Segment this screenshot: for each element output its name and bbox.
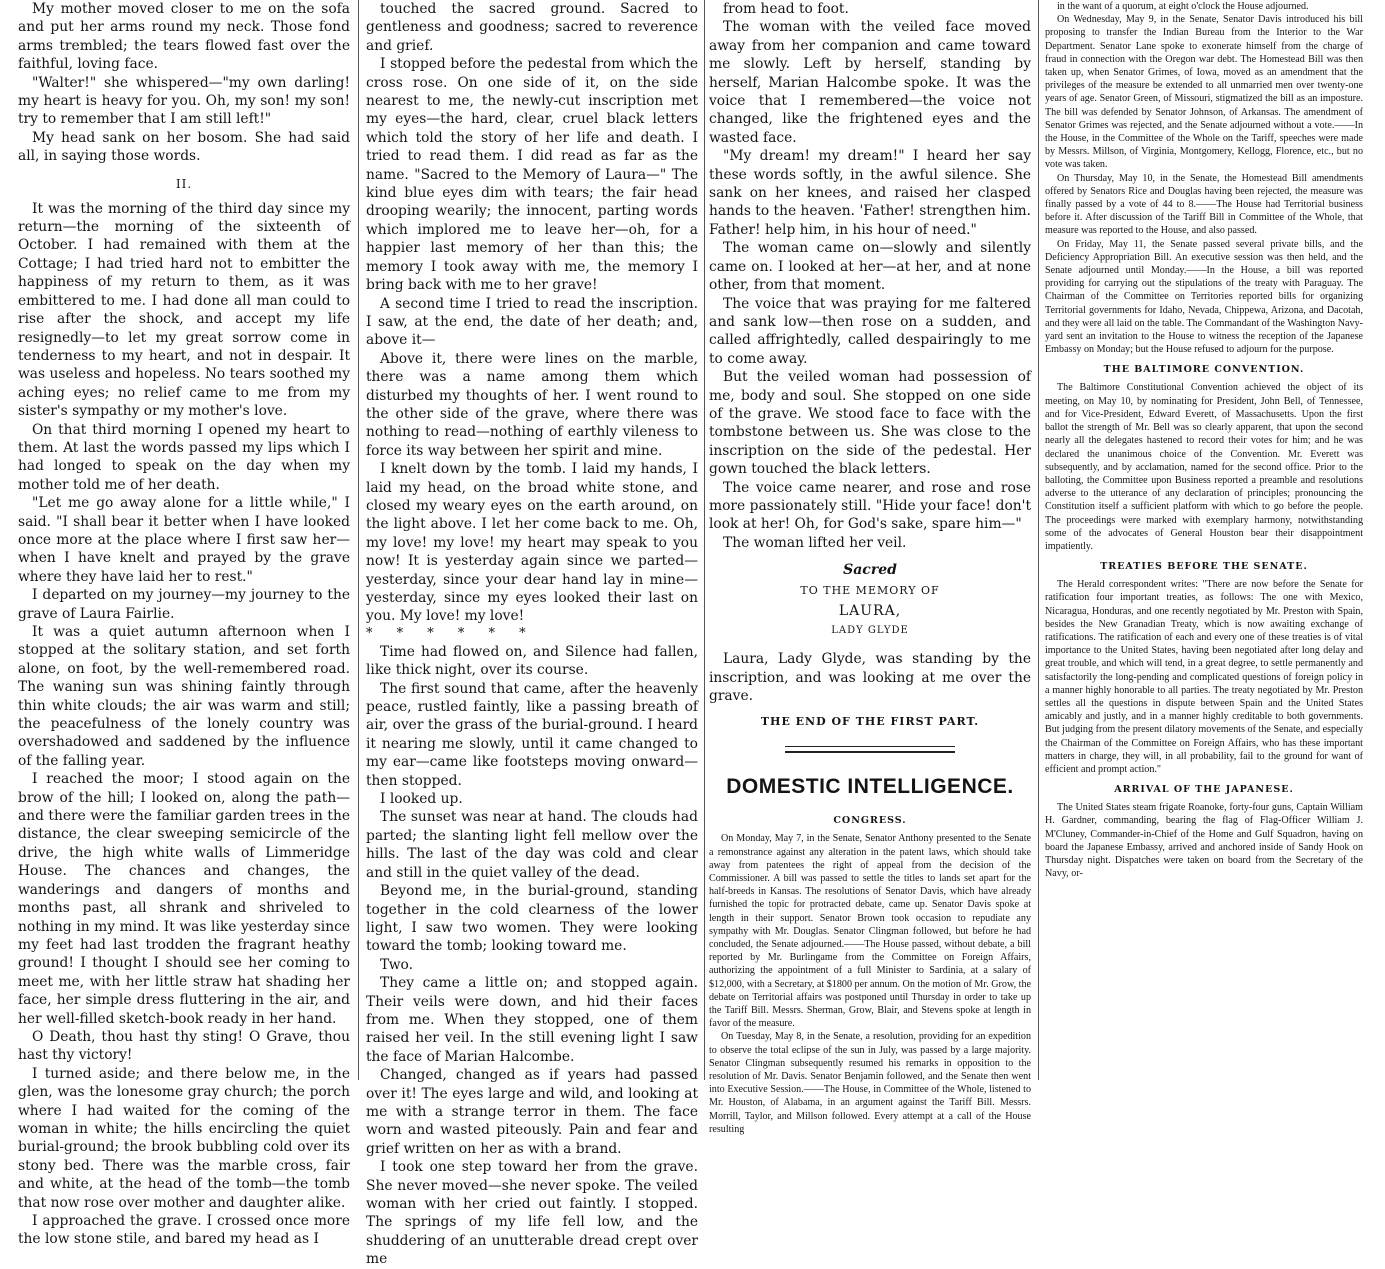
column-rule bbox=[358, 0, 359, 1080]
story-paragraph: Laura, Lady Glyde, was standing by the inscription, and was looking at me over the grave. bbox=[709, 651, 1031, 704]
story-paragraph: It was a quiet autumn afternoon when I stopped at the solitary station, and set forth alone, on foot, by the well-remembered road. The waning sun was shining faintly through thin white clouds; the air was warm and still; the peacefulness of the lonely country was overshadowed and saddened by the influence of the falling year. bbox=[18, 624, 350, 769]
section-break-stars: * * * * * * bbox=[366, 625, 536, 641]
story-paragraph: I looked up. bbox=[380, 791, 463, 808]
column-4 bbox=[1045, 0, 1363, 1080]
story-paragraph: A second time I tried to read the inscription. I saw, at the end, the date of her death; and, above it— bbox=[366, 295, 698, 349]
story-paragraph: Two. bbox=[380, 956, 413, 973]
story-paragraph: Changed, changed as if years had passed over it! The eyes large and wild, and looking at me with a strange terror in them. The face worn and wasted piteously. Pain and fear and grief written on her as with a brand. bbox=[366, 1067, 698, 1157]
story-continuation bbox=[709, 0, 1031, 728]
news-paragraph: The Herald correspondent writes: "There are now before the Senate for ratification four important treaties, as follows: The one with Mexico, Nicaragua, Honduras, and one recently negotiated by Mr. Preston with Spain, besides the New Granadian Treaty, which is now awaiting exchange of ratifications. The ratification of each and every one of these treaties is of vital importance to the United States, having been negotiated after long delay and great trouble, and which will tend, in a great degree, to settle permanently and satisfactorily the long-pending and complicated questions of foreign policy in a manner highly honorable to all parties. The treaty negotiated by Mr. Preston settles all the questions in dispute between Spain and the United States amicably and justly, and in a manner highly creditable to both governments. But judging from the present dilatory movements of the Senate, and especially the Chairman of the Committee on Foreign Affairs, who has these important matters in charge, they will, in all probability, fail to the ground for want of efficient and prompt action." bbox=[1045, 579, 1363, 775]
story-paragraph: Time had flowed on, and Silence had fallen, like thick night, over its course. bbox=[366, 643, 698, 679]
story-paragraph: I reached the moor; I stood again on the brow of the hill; I looked on, along the path—and there were the familiar garden trees in the distance, the clear sweeping semicircle of the drive, the high white walls of Limmeridge House. The chances and changes, the wanderings and dangers of months and months past, all shrank and shriveled to nothing in my mind. It was like yesterday since my feet had last trodden the fragrant heathy ground! I thought I should see her coming to meet me, with her little straw hat shading her face, her simple dress fluttering in the air, and her well-filled sketch-book ready in her hand. bbox=[18, 771, 350, 1027]
story-paragraph: touched the sacred ground. Sacred to gentleness and goodness; sacred to reverence and grief. bbox=[366, 1, 698, 54]
story-paragraph: The woman lifted her veil. bbox=[723, 534, 907, 551]
column-2 bbox=[366, 0, 698, 1268]
news-paragraph: in the want of a quorum, at eight o'clock the House adjourned. bbox=[1057, 1, 1309, 12]
section-marker: II. bbox=[175, 176, 193, 191]
story-paragraph: The sunset was near at hand. The clouds had parted; the slanting light fell mellow over the hills. The last of the day was cold and clear and still in the quiet valley of the dead. bbox=[366, 809, 698, 881]
inscription-memory-line: TO THE MEMORY OF bbox=[800, 584, 940, 598]
story-paragraph: I took one step toward her from the grave. She never moved—she never spoke. The veiled woman with her cried out faintly. I stopped. The springs of my life fell low, and the shuddering of an unutterable dread crept over me bbox=[366, 1159, 698, 1268]
column-rule bbox=[1038, 0, 1039, 1080]
subheading: CONGRESS. bbox=[833, 815, 907, 827]
story-paragraph: My head sank on her bosom. She had said all, in saying those words. bbox=[18, 129, 350, 165]
news-paragraph: The United States steam frigate Roanoke, forty-four guns, Captain William H. Gardner, commanding, bearing the flag of Flag-Officer William J. M'Cluney, Commander-in-Chief of the Home and Gulf Squadron, having on board the Japanese Embassy, arrived and anchored inside of Sandy Hook on Thursday night. Dispatches were taken on board from the Secretary of the Navy, or- bbox=[1045, 802, 1363, 880]
news-paragraph: On Monday, May 7, in the Senate, Senator Anthony presented to the Senate a remonstrance against any alteration in the patent laws, which should take away from patentees the right of appeal from the decision of the Commissioner. A bill was passed to settle the titles to lands set apart for the half-breeds in Kansas. The resolutions of Senator Davis, which have already furnished the topic for protracted debate, came up. Senator Davis spoke at length in their support. Senator Brown took occasion to repudiate any sympathy with Mr. Douglas. Senator Clingman followed, but before he had concluded, the Senate adjourned.——The House passed, without debate, a bill reported by Mr. Burlingame from the Committee on Foreign Affairs, authorizing the appointment of a full Minister to Sardinia, at a salary of $12,000, with a Secretary, at $1800 per annum. On the motion of Mr. Grow, the debate on Territorial affairs was postponed until Thursday in order to take up the Tariff Bill. Messrs. Sherman, Grow, Blair, and Stevens spoke at length in favor of the measure. bbox=[709, 833, 1031, 1030]
inscription-name: LAURA, bbox=[838, 603, 902, 620]
newspaper-page bbox=[18, 0, 1368, 1268]
subheading: TREATIES BEFORE THE SENATE. bbox=[1100, 561, 1308, 573]
story-paragraph: The woman with the veiled face moved away from her companion and came toward me slowly. Left by herself, standing by herself, Marian Halcombe spoke. It was the voice that I remembered—the voice not changed, like the frightened eyes and the wasted face. bbox=[709, 19, 1031, 146]
story-paragraph: They came a little on; and stopped again. Their veils were down, and hid their faces from me. When they stopped, one of them raised her veil. In the still evening light I saw the face of Marian Halcombe. bbox=[366, 975, 698, 1065]
story-paragraph: from head to foot. bbox=[723, 1, 849, 17]
column-1 bbox=[18, 0, 350, 1248]
decorative-rule bbox=[785, 746, 955, 753]
story-paragraph: I turned aside; and there below me, in the glen, was the lonesome gray church; the porch where I had waited for the coming of the woman in white; the hills encircling the quiet burial-ground; the brook bubbling cold over its stony bed. There was the marble cross, fair and white, at the head of the tomb—the tomb that now rose over mother and daughter alike. bbox=[18, 1065, 350, 1211]
story-paragraph: Above it, there were lines on the marble, there was a name among them which disturbed my thoughts of her. I went round to the other side of the grave, where there was nothing to read—nothing of earthly vileness to force its way between her spirit and mine. bbox=[366, 350, 698, 459]
story-paragraph: The voice came nearer, and rose and rose more passionately still. "Hide your face! don't look at her! Oh, for God's sake, spare him—" bbox=[709, 479, 1031, 533]
story-paragraph: Beyond me, in the burial-ground, standing together in the cold clearness of the lower light, I saw two women. They were looking toward the tomb; looking toward me. bbox=[366, 883, 698, 955]
end-of-part: THE END OF THE FIRST PART. bbox=[760, 715, 980, 729]
news-paragraph: On Wednesday, May 9, in the Senate, Senator Davis introduced his bill proposing to transfer the Indian Bureau from the Interior to the War Department. Senator Lane spoke to exonerate himself from the charge of fraud in connection with the Oregon war debt. The Homestead Bill was then taken up, when Senator Grimes, of Iowa, moved as an amendment that the privileges of the measure be extended to all unmarried men over twenty-one years of age. Senator Green, of Missouri, stigmatized the bill as an imposture. The bill was defended by Senator Johnson, of Arkansas. The amendment of Senator Grimes was rejected, and the Senate adjourned without a vote.——In the House, in the Committee of the Whole on the Tariff, speeches were made by Messrs. Millson, of Virginia, Montgomery, Kellogg, Florence, etc., but no vote was taken. bbox=[1045, 14, 1363, 171]
story-paragraph: I departed on my journey—my journey to the grave of Laura Fairlie. bbox=[18, 587, 350, 622]
story-paragraph: "My dream! my dream!" I heard her say these words softly, in the awful silence. She sank on her knees, and raised her clasped hands to the heaven. 'Father! strengthen him. Father! help him, in his hour of need." bbox=[709, 148, 1031, 238]
story-paragraph: "Walter!" she whispered—"my own darling! my heart is heavy for you. Oh, my son! my son! try to remember that I am still left!" bbox=[18, 74, 350, 128]
subheading: ARRIVAL OF THE JAPANESE. bbox=[1114, 784, 1294, 796]
tomb-inscription bbox=[709, 562, 1031, 636]
column-rule bbox=[704, 0, 705, 1080]
inscription-sacred: Sacred bbox=[843, 562, 897, 579]
story-paragraph: The woman came on—slowly and silently came on. I looked at her—at her, and at none other, from that moment. bbox=[709, 240, 1031, 294]
story-paragraph: I approached the grave. I crossed once more the low stone stile, and bared my head as I bbox=[18, 1213, 350, 1248]
story-paragraph: On that third morning I opened my heart to them. At last the words passed my lips which I had longed to speak on the day when my mother told me of her death. bbox=[18, 421, 350, 493]
inscription-title: LADY GLYDE bbox=[831, 625, 909, 637]
news-block bbox=[709, 832, 1031, 1136]
subheading: THE BALTIMORE CONVENTION. bbox=[1103, 364, 1305, 376]
story-paragraph: My mother moved closer to me on the sofa and put her arms round my neck. Those fond arms trembled; the tears flowed fast over the faithful, loving face. bbox=[18, 1, 350, 73]
story-paragraph: The first sound that came, after the heavenly peace, rustled faintly, like a passing breath of air, over the grass of the burial-ground. I heard it nearing me slowly, until it came changed to my ear—came like footsteps moving onward—then stopped. bbox=[366, 680, 698, 789]
story-paragraph: "Let me go away alone for a little while," I said. "I shall bear it better when I have looked once more at the place where I first saw her—when I have knelt and prayed by the grave where they have laid her to rest." bbox=[18, 495, 350, 585]
story-paragraph: O Death, thou hast thy sting! O Grave, thou hast thy victory! bbox=[18, 1028, 350, 1064]
story-paragraph: But the veiled woman had possession of me, body and soul. She stopped on one side of the grave. We stood face to face with the tombstone between us. She was close to the inscription on the side of the pedestal. Her gown touched the black letters. bbox=[709, 369, 1031, 478]
news-paragraph: On Tuesday, May 8, in the Senate, a resolution, providing for an expedition to observe the total eclipse of the sun in July, was passed by a large majority. Senator Clingman subsequently resumed his remarks in opposition to the resolution of Mr. Davis. Senator Benjamin followed, and the Senate then went into Executive Session.——The House, in Committee of the Whole, listened to Mr. Houston, of Alabama, in an argument against the Tariff Bill. Messrs. Morrill, Taylor, and Millson followed. Every attempt at a call of the House resulting bbox=[709, 1031, 1031, 1135]
story-paragraph: The voice that was praying for me faltered and sank low—then rose on a sudden, and called affrightedly, called despairingly to me to come away. bbox=[709, 295, 1031, 367]
story-paragraph: I stopped before the pedestal from which the cross rose. On one side of it, on the side nearest to me, the newly-cut inscription met my eyes—the hard, clear, cruel black letters which told the story of her life and death. I tried to read them. I did read as far as the name. "Sacred to the Memory of Laura—" The kind blue eyes dim with tears; the fair head drooping wearily; the innocent, parting words which implored me to leave her—oh, for a happier last memory of her than this; the memory I took away with me, the memory I bring back with me to her grave! bbox=[366, 56, 698, 294]
section-heading: DOMESTIC INTELLIGENCE. bbox=[726, 775, 1014, 799]
story-paragraph: I knelt down by the tomb. I laid my hands, I laid my head, on the broad white stone, and closed my weary eyes on the earth around, on the light above. I let her come back to me. Oh, my love! my love! my heart may speak to you now! It is yesterday again since we parted—yesterday, since your dear hand lay in mine—yesterday, since my eyes looked their last on you. My love! my love! bbox=[366, 461, 698, 625]
news-paragraph: On Thursday, May 10, in the Senate, the Homestead Bill amendments offered by Senators Rice and Douglas having been rejected, the measure was finally passed by a vote of 44 to 8.——The House had Territorial business before it. After discussion of the Tariff Bill in Committee of the Whole, that measure was reported to the House, and also passed. bbox=[1045, 172, 1363, 237]
story-paragraph: It was the morning of the third day since my return—the morning of the sixteenth of October. I had remained with them at the Cottage; I had tried hard not to embitter the happiness of my return to them, as it was embittered to me. I had done all man could to rise after the shock, and accept my life resignedly—to let my great sorrow come in tenderness to my heart, and not in despair. It was useless and hopeless. No tears soothed my aching eyes; no relief came to me from my sister's sympathy or my mother's love. bbox=[18, 200, 350, 420]
news-paragraph: The Baltimore Constitutional Convention achieved the object of its meeting, on May 10, by nominating for President, John Bell, of Tennessee, and for Vice-President, Edward Everett, of Massachusetts. Upon the first ballot the strength of Mr. Bell was so clearly apparent, that upon the second nearly all the delegates hastened to record their votes for him; and he was declared the unanimous choice of the Convention. Mr. Everett was subsequently, and by acclamation, named for the second office. Prior to the balloting, the Committee upon Business reported a preamble and resolutions adverse to the utterance of any declaration of principles; pronouncing the Constitution itself a sufficient platform with which to go before the people. The proceedings were marked with exemplary harmony, notwithstanding some of the advocates of General Houston bear their disappointment impatiently. bbox=[1045, 382, 1363, 552]
news-paragraph: On Friday, May 11, the Senate passed several private bills, and the Deficiency Appropriation Bill. An executive session was then held, and the Senate adjourned until Monday.——In the House, a bill was reported providing for carrying out the stipulations of the treaty with Paraguay. The Chairman of the Committee on Territories reported bills for organizing Territorial governments for Idaho, Nevada, Chippewa, Arizona, and Dacotah, and they were all laid on the table. The Commandant of the Washington Navy-yard sent an invitation to the House to witness the reception of the Japanese Embassy on Monday; but the House refused to adjourn for the purpose. bbox=[1045, 238, 1363, 356]
column-3 bbox=[709, 0, 1031, 1135]
